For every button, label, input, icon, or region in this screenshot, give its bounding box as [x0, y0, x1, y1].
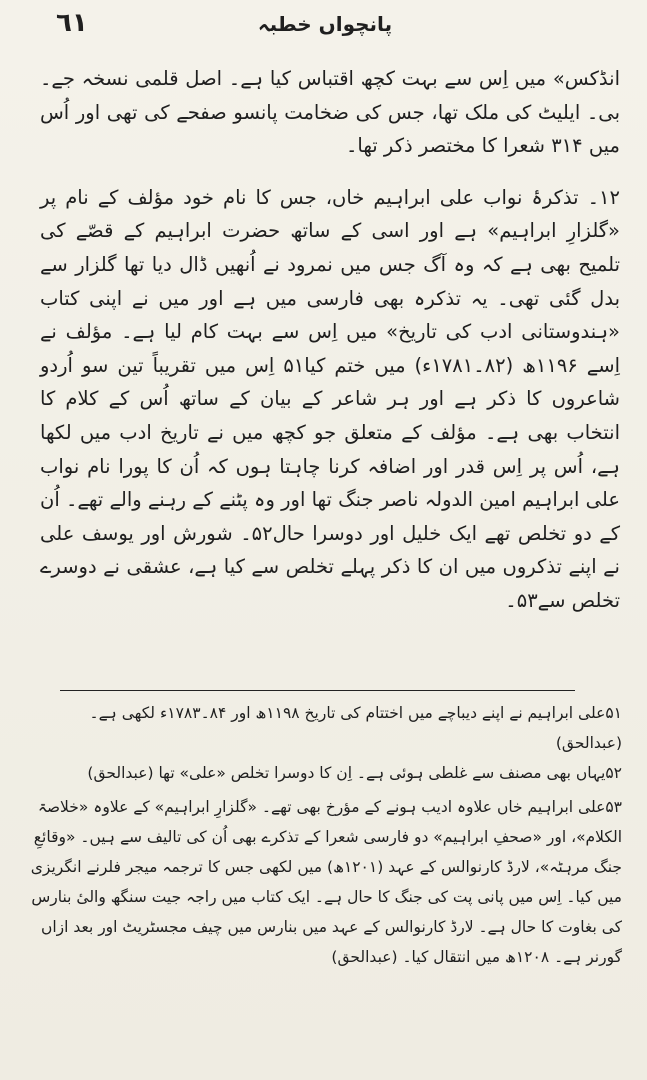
- footnote-51: ۵۱علی ابراہیم نے اپنے دیباچے میں اختتام کی تاریخ ۱۱۹۸ھ اور ۸۴۔۱۷۸۳ء لکھی ہے۔ (عبدالحق): [89, 704, 622, 752]
- main-text: [40, 62, 620, 618]
- page-number: ٦١: [56, 8, 88, 38]
- paragraph-2: ۱۲۔ تذکرۂ نواب علی ابراہیم خاں، جس کا نام خود مؤلف کے نام پر «گلزارِ ابراہیم» ہے اور اسی کے ساتھ حضرت ابراہیم کے قصّے کی تلمیح بھی ہے کہ وہ آگ جس میں نمرود نے اُنھیں ڈال دیا تھا گلزار سے بدل گئی تھی۔ یہ تذکرہ بھی فارسی میں ہے اور میں نے اپنی کتاب «ہندوستانی ادب کی تاریخ» میں اِس سے بہت کام لیا ہے۔ مؤلف نے اِسے ۱۱۹۶ھ (۸۲۔۱۷۸۱ء) میں ختم کیا۵۱ اِس میں تقریباً تین سو اُردو شاعروں کا ذکر ہے اور ہر شاعر کے بیان کے ساتھ اُس کے کلام کا انتخاب بھی ہے۔ مؤلف کے متعلق جو کچھ میں نے تاریخ ادب میں لکھا ہے، اُس پر اِس قدر اور اضافہ کرنا چاہتا ہوں کہ اُن کا پورا نام نواب علی ابراہیم امین الدولہ ناصر جنگ تھا اور وہ پٹنے کے رہنے والے تھے۔ اُن کے دو تخلص تھے ایک خلیل اور دوسرا حال۵۲۔ شورش اور یوسف علی نے اپنے تذکروں میں ان کا ذکر پہلے تخلص سے کیا ہے، عشقی نے دوسرے تخلص سے۵۳۔: [40, 185, 620, 612]
- footnotes: [28, 698, 622, 972]
- footnote-53: ۵۳علی ابراہیم خاں علاوہ ادیب ہونے کے مؤرخ بھی تھے۔ «گلزارِ ابراہیم» کے علاوہ «خلاصۃ الکلام»، اور «صحفِ ابراہیم» دو فارسی شعرا کے تذکرے بھی اُن کی تالیف سے ہیں۔ «وقائعِ جنگ مرہٹہ»، لارڈ کارنوالس کے عہد (۱۲۰۱ھ) میں لکھی جس کا ترجمہ میجر فلرنے انگریزی میں کیا۔ اِس میں پانی پت کی جنگ کا حال ہے۔ ایک کتاب میں راجہ جیت سنگھ والیٔ بنارس کی بغاوت کا حال ہے۔ لارڈ کارنوالس کے عہد میں بنارس میں چیف مجسٹریٹ اور بعد ازاں گورنر ہے۔ ۱۲۰۸ھ میں انتقال کیا۔ (عبدالحق): [30, 798, 622, 966]
- footnote-52: ۵۲یہاں بھی مصنف سے غلطی ہوئی ہے۔ اِن کا دوسرا تخلص «علی» تھا (عبدالحق): [87, 764, 622, 782]
- footnote-divider: [60, 690, 575, 691]
- running-title: پانچواں خطبہ: [257, 12, 393, 36]
- paragraph-1: انڈکس» میں اِس سے بہت کچھ اقتباس کیا ہے۔ اصل قلمی نسخہ جے۔بی۔ ایلیٹ کی ملک تھا، جس کی ضخامت پانسو صفحے کی تھی اور اُس میں ۳۱۴ شعرا کا مختصر ذکر تھا۔: [40, 67, 620, 158]
- page-header: [0, 6, 647, 42]
